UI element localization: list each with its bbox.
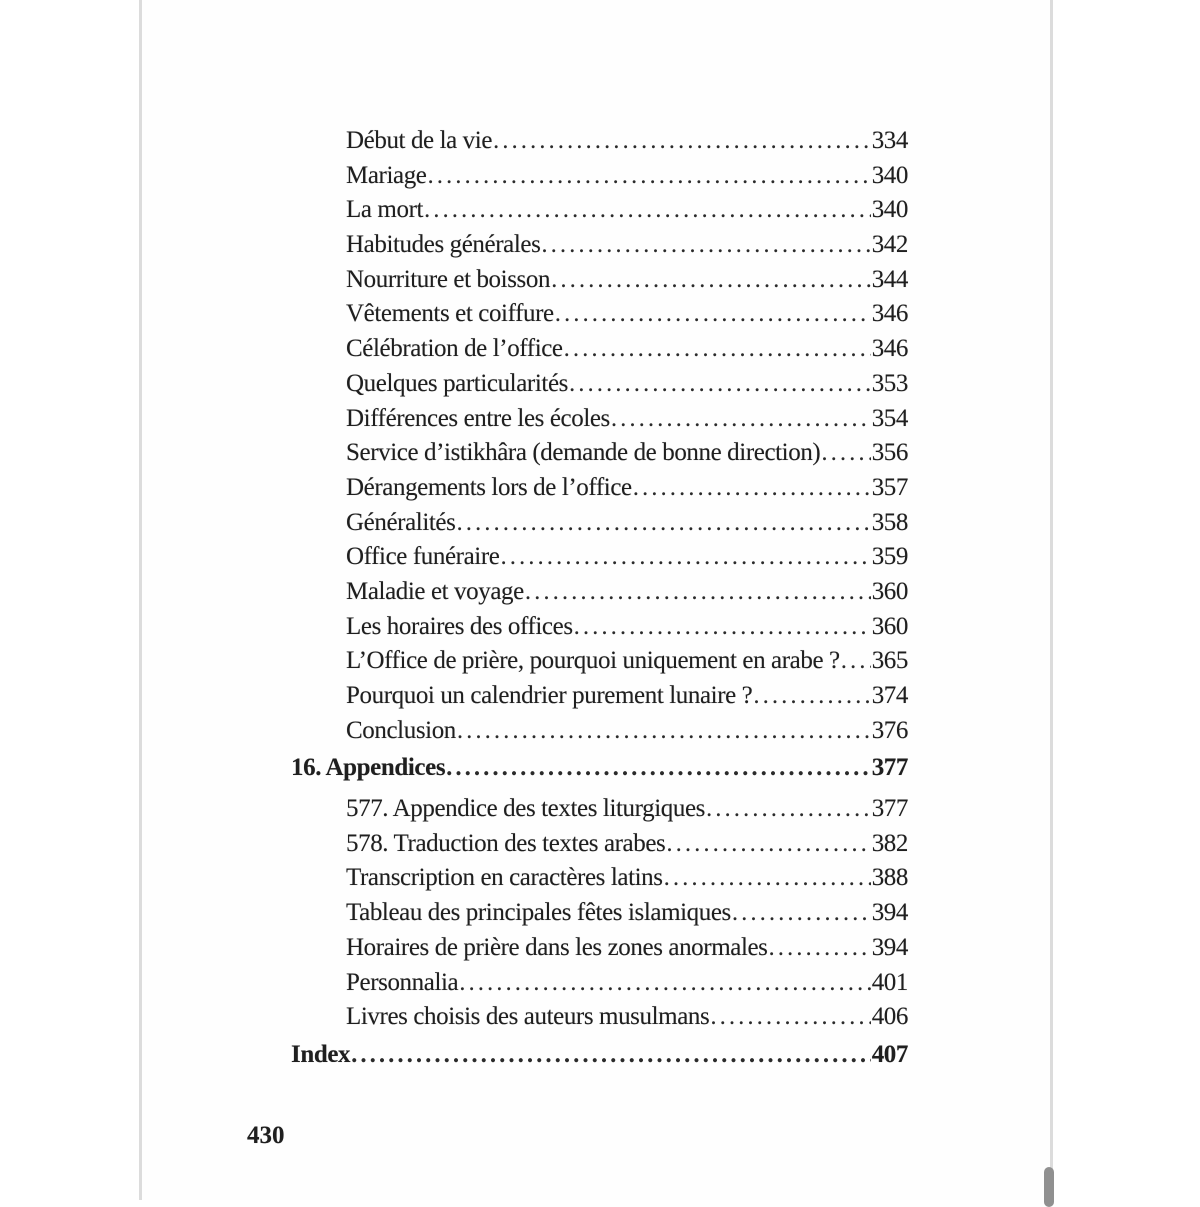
toc-entry-title: 16. Appendices — [291, 754, 446, 782]
toc-entry — [291, 896, 908, 931]
toc-entry-title: Nourriture et boisson — [346, 265, 551, 293]
toc-leader-dots — [459, 966, 870, 1001]
book-page — [139, 0, 1053, 1200]
toc-entry-page: 354 — [871, 404, 908, 432]
scrollbar-thumb[interactable] — [1044, 1167, 1054, 1207]
toc-entry-title: Début de la vie — [346, 127, 493, 154]
toc-entry-title: Quelques particularités — [346, 369, 568, 397]
toc-entry-title: Vêtements et coiffure — [346, 300, 554, 328]
toc-leader-dots — [753, 679, 870, 714]
toc-entry-page: 342 — [871, 231, 908, 259]
toc-leader-dots — [710, 1000, 870, 1035]
toc-entry — [291, 228, 908, 263]
toc-entry — [291, 714, 908, 749]
toc-entry — [291, 297, 908, 332]
toc-entry — [291, 751, 908, 786]
toc-entry — [291, 931, 908, 966]
toc-entry-title: Service d’istikhâra (demande de bonne direction) — [346, 439, 821, 467]
toc-entry-title: Mariage — [346, 161, 427, 189]
toc-entry-page: 346 — [871, 335, 908, 363]
toc-leader-dots — [493, 124, 871, 159]
toc-entry-title: Célébration de l’office — [346, 335, 563, 363]
toc-entry-title: 578. Traduction des textes arabes — [346, 829, 666, 857]
toc-entry-page: 374 — [871, 682, 908, 709]
toc-leader-dots — [424, 193, 871, 228]
toc-entry-page: 407 — [871, 1040, 908, 1068]
toc-entry — [291, 1000, 908, 1035]
toc-entry — [291, 367, 908, 402]
toc-entry-title: Transcription en caractères latins — [346, 864, 663, 892]
toc-entry-title: Habitudes générales — [346, 231, 541, 259]
toc-entry — [291, 679, 908, 714]
toc-entry-page: 388 — [871, 864, 908, 892]
toc-leader-dots — [769, 931, 871, 966]
toc-leader-dots — [633, 471, 871, 506]
toc-entry-title: Les horaires des offices — [346, 612, 573, 640]
toc-leader-dots — [564, 332, 871, 367]
toc-entry-title: Conclusion — [346, 716, 456, 744]
toc-entry-page: 377 — [871, 754, 908, 782]
toc-entry — [291, 610, 908, 645]
toc-entry-title: Maladie et voyage — [346, 577, 524, 605]
toc-entry-title: La mort — [346, 196, 424, 224]
toc-entry — [291, 471, 908, 506]
toc-entry-page: 356 — [871, 439, 908, 467]
toc-entry — [291, 332, 908, 367]
toc-entry-title: Index — [291, 1040, 351, 1068]
toc-entry — [291, 966, 908, 1001]
toc-entry — [291, 644, 908, 679]
toc-entry-page: 359 — [871, 543, 908, 571]
toc-entry-page: 353 — [871, 369, 908, 397]
toc-leader-dots — [551, 263, 871, 298]
toc-entry-page: 360 — [871, 577, 908, 605]
toc-entry-page: 382 — [871, 829, 908, 857]
toc-leader-dots — [611, 402, 871, 437]
toc-entry — [291, 124, 908, 159]
toc-entry-page: 365 — [871, 647, 908, 675]
page-number-label: 430 — [247, 1122, 285, 1149]
toc-leader-dots — [446, 751, 871, 786]
toc-entry — [291, 540, 908, 575]
toc-entry-page: 357 — [871, 473, 908, 501]
toc-entry — [291, 575, 908, 610]
toc-entry — [291, 1038, 908, 1073]
toc-leader-dots — [732, 896, 871, 931]
toc-entry-page: 376 — [871, 716, 908, 744]
toc-leader-dots — [541, 228, 870, 263]
toc-entry-title: Généralités — [346, 508, 456, 536]
toc-leader-dots — [457, 714, 871, 749]
toc-entry-page: 340 — [871, 161, 908, 189]
toc-leader-dots — [525, 575, 871, 610]
toc-entry — [291, 506, 908, 541]
toc-entry-page: 401 — [871, 968, 908, 996]
toc-entry — [291, 402, 908, 437]
toc-entry-title: Tableau des principales fêtes islamiques — [346, 899, 731, 927]
toc-entry-title: Dérangements lors de l’office — [346, 473, 632, 501]
toc-leader-dots — [666, 827, 870, 862]
toc-entry-title: L’Office de prière, pourquoi uniquement en arabe ? — [346, 647, 840, 675]
toc-entry — [291, 792, 908, 827]
toc-entry — [291, 263, 908, 298]
toc-entry-page: 377 — [871, 795, 908, 823]
toc-leader-dots — [664, 861, 871, 896]
toc-entry-page: 346 — [871, 300, 908, 328]
toc-entry-page: 394 — [871, 899, 908, 927]
toc-leader-dots — [574, 610, 871, 645]
toc-entry-title: Office funéraire — [346, 543, 500, 571]
toc-entry-page: 358 — [871, 508, 908, 536]
toc-entry — [291, 861, 908, 896]
toc-leader-dots — [500, 540, 870, 575]
toc-entry-title: Pourquoi un calendrier purement lunaire ? — [346, 682, 753, 709]
toc-entry-page: 406 — [871, 1003, 908, 1031]
toc-entry-page: 344 — [871, 265, 908, 293]
toc-leader-dots — [428, 159, 871, 194]
toc-leader-dots — [555, 297, 871, 332]
toc-leader-dots — [841, 644, 871, 679]
toc-entry-title: Horaires de prière dans les zones anormales — [346, 933, 768, 961]
toc-leader-dots — [569, 367, 871, 402]
toc-entry — [291, 159, 908, 194]
toc-leader-dots — [706, 792, 871, 827]
toc-entry-title: Personnalia — [346, 968, 459, 996]
toc-entry-page: 340 — [871, 196, 908, 224]
toc-entry-title: Différences entre les écoles — [346, 404, 610, 432]
toc-entry-page: 360 — [871, 612, 908, 640]
toc-entry-title: Livres choisis des auteurs musulmans — [346, 1003, 710, 1031]
toc-leader-dots — [351, 1038, 871, 1073]
toc-entry — [291, 436, 908, 471]
toc-entry — [291, 827, 908, 862]
toc-entry-title: 577. Appendice des textes liturgiques — [346, 795, 705, 823]
toc-entry-page: 334 — [871, 127, 908, 154]
toc-leader-dots — [456, 506, 870, 541]
toc-list — [291, 0, 908, 1073]
toc-leader-dots — [821, 436, 870, 471]
toc-entry-page: 394 — [871, 933, 908, 961]
toc-entry — [291, 193, 908, 228]
